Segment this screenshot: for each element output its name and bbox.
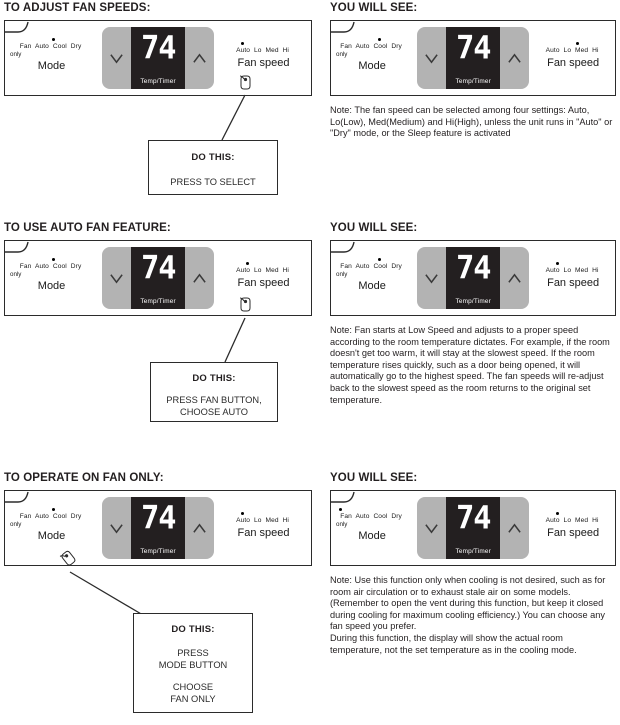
mode-tick-auto: Auto <box>34 263 49 270</box>
mode-tick-dry: Dry <box>70 513 82 520</box>
temp-up-button-2l[interactable] <box>185 247 214 309</box>
display-module-3r <box>417 497 529 559</box>
mode-indicator-dot-3l <box>52 508 55 511</box>
mode-sub-only-2l: only <box>10 271 22 278</box>
mode-tick-dry: Dry <box>70 263 82 270</box>
fan-ticks-1r <box>531 47 615 55</box>
lcd-temperature-3l: 74 <box>140 499 176 537</box>
temp-up-button-1r[interactable] <box>500 27 529 89</box>
fan-indicator-dot-3r <box>556 512 559 515</box>
fan-tick-hi: Hi <box>592 46 599 54</box>
mode-tick-auto: Auto <box>355 513 370 520</box>
lcd-screen-1l <box>131 27 185 89</box>
pointing-hand-icon-1l <box>239 71 252 91</box>
mode-sub-only-1l: only <box>10 51 22 58</box>
pointing-hand-icon-2l <box>239 293 252 313</box>
mode-tick-cool: Cool <box>373 43 388 50</box>
section-1-right <box>330 2 616 140</box>
do-this-line-2-0: PRESS FAN BUTTON, <box>166 395 262 405</box>
mode-indicator-dot-1l <box>52 38 55 41</box>
mode-button-label-3r: Mode <box>358 530 386 542</box>
mode-ticks-1l <box>5 43 98 51</box>
fan-tick-med: Med <box>265 46 279 54</box>
mode-label-group-2l[interactable] <box>5 263 100 293</box>
note-3-p1: Note: Use this function only when cooling is not desired, such as for room air circulation or to exhaust stale air on some models. (Remember to open the vent during this function, but keep it closed during cooling for maximum cooling efficiency.) You can choose any fan speed you prefer. <box>330 575 606 632</box>
mode-indicator-dot-1r <box>378 38 381 41</box>
temp-down-button-1r[interactable] <box>417 27 446 89</box>
mode-label-group-3r[interactable] <box>331 513 415 543</box>
section-3-heading: TO OPERATE ON FAN ONLY: <box>4 472 164 484</box>
display-module-2r <box>417 247 529 309</box>
mode-tick-cool: Cool <box>373 513 388 520</box>
mode-ticks-3l <box>5 513 98 521</box>
lcd-caption-3l: Temp/Timer <box>140 548 176 555</box>
lcd-caption-1r: Temp/Timer <box>455 78 491 85</box>
fan-tick-auto: Auto <box>545 516 560 524</box>
temp-up-button-1l[interactable] <box>185 27 214 89</box>
mode-button-label-1r: Mode <box>358 60 386 72</box>
mode-tick-auto: Auto <box>34 513 49 520</box>
section-3-left <box>4 472 312 566</box>
mode-tick-fan: Fan <box>19 263 32 270</box>
mode-tick-auto: Auto <box>355 263 370 270</box>
mode-tick-cool: Cool <box>52 513 67 520</box>
section-3-right-heading: YOU WILL SEE: <box>330 472 418 484</box>
lcd-temperature-3r: 74 <box>456 499 491 537</box>
do-this-line-3-3: CHOOSE <box>172 682 214 692</box>
note-2-p1: Note: Fan starts at Low Speed and adjusts to a proper speed according to the room temperature dictates. For example, if the room doesn't get too warm, it will stay at the slowest speed. If the room temperature rises quickly, such as a door being opened, it will automatically go to the highest speed. The fan speeds will re-adjust back to the slowest speed as the room returns to the original set temperature. <box>330 325 610 405</box>
fan-label-group-3l[interactable] <box>216 517 311 540</box>
fan-speed-button-label-3r: Fan speed <box>547 526 600 539</box>
fan-tick-lo: Lo <box>563 516 572 524</box>
lcd-screen-1r <box>446 27 500 89</box>
fan-speed-button-label-3l: Fan speed <box>237 526 290 539</box>
mode-button-label-2l: Mode <box>37 280 66 292</box>
lcd-caption-1l: Temp/Timer <box>140 78 176 85</box>
lcd-temperature-1l: 74 <box>140 29 176 67</box>
mode-ticks-2r <box>331 263 413 271</box>
mode-tick-fan: Fan <box>340 43 352 50</box>
fan-ticks-1l <box>216 47 311 55</box>
section-1-right-heading: YOU WILL SEE: <box>330 2 418 14</box>
mode-tick-fan: Fan <box>19 513 32 520</box>
do-this-line-3-0: PRESS <box>177 648 209 658</box>
fan-tick-lo: Lo <box>563 266 572 274</box>
fan-tick-med: Med <box>265 516 279 524</box>
fan-indicator-dot-1l <box>241 42 244 45</box>
mode-sub-only-2r: only <box>336 271 348 278</box>
fan-ticks-3r <box>531 517 615 525</box>
fan-tick-hi: Hi <box>592 516 599 524</box>
fan-tick-lo: Lo <box>254 266 262 274</box>
fan-tick-med: Med <box>575 266 589 274</box>
lcd-caption-2l: Temp/Timer <box>140 298 176 305</box>
mode-tick-cool: Cool <box>373 263 388 270</box>
temp-down-button-2l[interactable] <box>102 247 131 309</box>
mode-sub-only-3l: only <box>10 521 22 528</box>
mode-button-label-3l: Mode <box>37 530 66 542</box>
fan-indicator-dot-1r <box>576 42 579 45</box>
display-module-3l <box>102 497 214 559</box>
fan-tick-auto: Auto <box>236 46 251 54</box>
mode-indicator-dot-2r <box>378 258 381 261</box>
lcd-temperature-2l: 74 <box>140 249 176 287</box>
mode-indicator-dot-3r <box>339 508 342 511</box>
note-3 <box>330 575 616 656</box>
mode-sub-only-1r: only <box>336 51 348 58</box>
fan-indicator-dot-3l <box>241 512 244 515</box>
do-this-line-3-1: MODE BUTTON <box>158 660 228 670</box>
mode-tick-auto: Auto <box>355 43 370 50</box>
fan-tick-auto: Auto <box>236 266 251 274</box>
fan-ticks-2l <box>216 267 311 275</box>
lcd-caption-2r: Temp/Timer <box>455 298 491 305</box>
display-module-2l <box>102 247 214 309</box>
section-2-left <box>4 222 312 316</box>
mode-label-group-2r[interactable] <box>331 263 415 293</box>
fan-ticks-3l <box>216 517 311 525</box>
display-module-1r <box>417 27 529 89</box>
note-1 <box>330 105 616 140</box>
mode-tick-dry: Dry <box>70 43 82 50</box>
section-2-heading: TO USE AUTO FAN FEATURE: <box>4 222 171 234</box>
fan-tick-auto: Auto <box>545 266 560 274</box>
fan-tick-med: Med <box>265 266 279 274</box>
control-panel-3-right[interactable] <box>330 490 616 566</box>
lcd-screen-3l <box>131 497 185 559</box>
temp-down-button-2r[interactable] <box>417 247 446 309</box>
mode-tick-cool: Cool <box>52 43 67 50</box>
mode-label-group-3l[interactable] <box>5 513 100 543</box>
control-panel-1-left[interactable] <box>4 20 312 96</box>
fan-label-group-2l[interactable] <box>216 267 311 290</box>
do-this-box-3 <box>133 613 253 713</box>
section-3-right <box>330 472 616 656</box>
control-panel-3-left[interactable] <box>4 490 312 566</box>
fan-tick-lo: Lo <box>563 46 572 54</box>
note-3-p2: During this function, the display will show the actual room temperature, not the set temperature as in the cooling mode. <box>330 632 577 655</box>
mode-tick-fan: Fan <box>19 43 32 50</box>
mode-tick-fan: Fan <box>340 263 352 270</box>
section-1-left <box>4 2 312 96</box>
control-panel-2-right[interactable] <box>330 240 616 316</box>
do-this-line-1-0: PRESS TO SELECT <box>170 177 256 187</box>
fan-tick-lo: Lo <box>254 46 262 54</box>
do-this-title-3: DO THIS: <box>171 624 215 635</box>
temp-down-button-1l[interactable] <box>102 27 131 89</box>
temp-up-button-3r[interactable] <box>500 497 529 559</box>
fan-label-group-2r[interactable] <box>531 267 615 290</box>
fan-label-group-1r[interactable] <box>531 47 615 70</box>
mode-label-group-1r[interactable] <box>331 43 415 73</box>
note-2 <box>330 325 616 406</box>
lcd-temperature-2r: 74 <box>456 249 491 287</box>
mode-tick-dry: Dry <box>391 513 402 520</box>
do-this-title-2: DO THIS: <box>192 373 236 384</box>
lcd-screen-2l <box>131 247 185 309</box>
fan-indicator-dot-2r <box>556 262 559 265</box>
fan-tick-auto: Auto <box>236 516 251 524</box>
lcd-screen-2r <box>446 247 500 309</box>
section-2-right <box>330 222 616 406</box>
fan-label-group-1l[interactable] <box>216 47 311 70</box>
temp-up-button-3l[interactable] <box>185 497 214 559</box>
mode-button-label-2r: Mode <box>358 280 386 292</box>
mode-tick-dry: Dry <box>391 43 402 50</box>
lcd-temperature-1r: 74 <box>456 29 491 67</box>
control-panel-2-left[interactable] <box>4 240 312 316</box>
fan-tick-hi: Hi <box>282 516 289 524</box>
lcd-caption-3r: Temp/Timer <box>455 548 491 555</box>
note-1-p1: Note: The fan speed can be selected among four settings: Auto, Lo(Low), Med(Medium) and Hi(High), unless the unit runs in "Auto" or "Dry" mode, or the Sleep feature is activated <box>330 105 613 139</box>
fan-tick-hi: Hi <box>282 46 289 54</box>
mode-tick-cool: Cool <box>52 263 67 270</box>
lcd-screen-3r <box>446 497 500 559</box>
mode-ticks-3r <box>331 513 413 521</box>
fan-speed-button-label-1r: Fan speed <box>547 56 600 69</box>
fan-tick-med: Med <box>575 46 589 54</box>
temp-up-button-2r[interactable] <box>500 247 529 309</box>
fan-tick-lo: Lo <box>254 516 262 524</box>
fan-tick-med: Med <box>575 516 589 524</box>
do-this-box-1 <box>148 140 278 195</box>
temp-down-button-3l[interactable] <box>102 497 131 559</box>
mode-sub-only-3r: only <box>336 521 348 528</box>
fan-speed-button-label-1l: Fan speed <box>237 56 290 69</box>
do-this-line-3-spacer <box>134 671 252 681</box>
mode-ticks-2l <box>5 263 98 271</box>
fan-speed-button-label-2r: Fan speed <box>547 276 600 289</box>
fan-indicator-dot-2l <box>246 262 249 265</box>
mode-tick-dry: Dry <box>391 263 402 270</box>
fan-tick-hi: Hi <box>592 266 599 274</box>
do-this-box-2 <box>150 362 278 422</box>
temp-down-button-3r[interactable] <box>417 497 446 559</box>
do-this-line-3-4: FAN ONLY <box>170 694 216 704</box>
mode-label-group-1l[interactable] <box>5 43 100 73</box>
do-this-line-2-1: CHOOSE AUTO <box>179 407 249 417</box>
fan-label-group-3r[interactable] <box>531 517 615 540</box>
mode-ticks-1r <box>331 43 413 51</box>
display-module-1l <box>102 27 214 89</box>
section-1-heading: TO ADJUST FAN SPEEDS: <box>4 2 151 14</box>
fan-speed-button-label-2l: Fan speed <box>237 276 290 289</box>
do-this-title-1: DO THIS: <box>191 152 235 163</box>
mode-tick-auto: Auto <box>34 43 49 50</box>
section-2-right-heading: YOU WILL SEE: <box>330 222 418 234</box>
mode-button-label-1l: Mode <box>37 60 66 72</box>
fan-tick-hi: Hi <box>282 266 289 274</box>
mode-indicator-dot-2l <box>52 258 55 261</box>
fan-ticks-2r <box>531 267 615 275</box>
fan-tick-auto: Auto <box>545 46 560 54</box>
mode-tick-fan: Fan <box>340 513 352 520</box>
control-panel-1-right[interactable] <box>330 20 616 96</box>
